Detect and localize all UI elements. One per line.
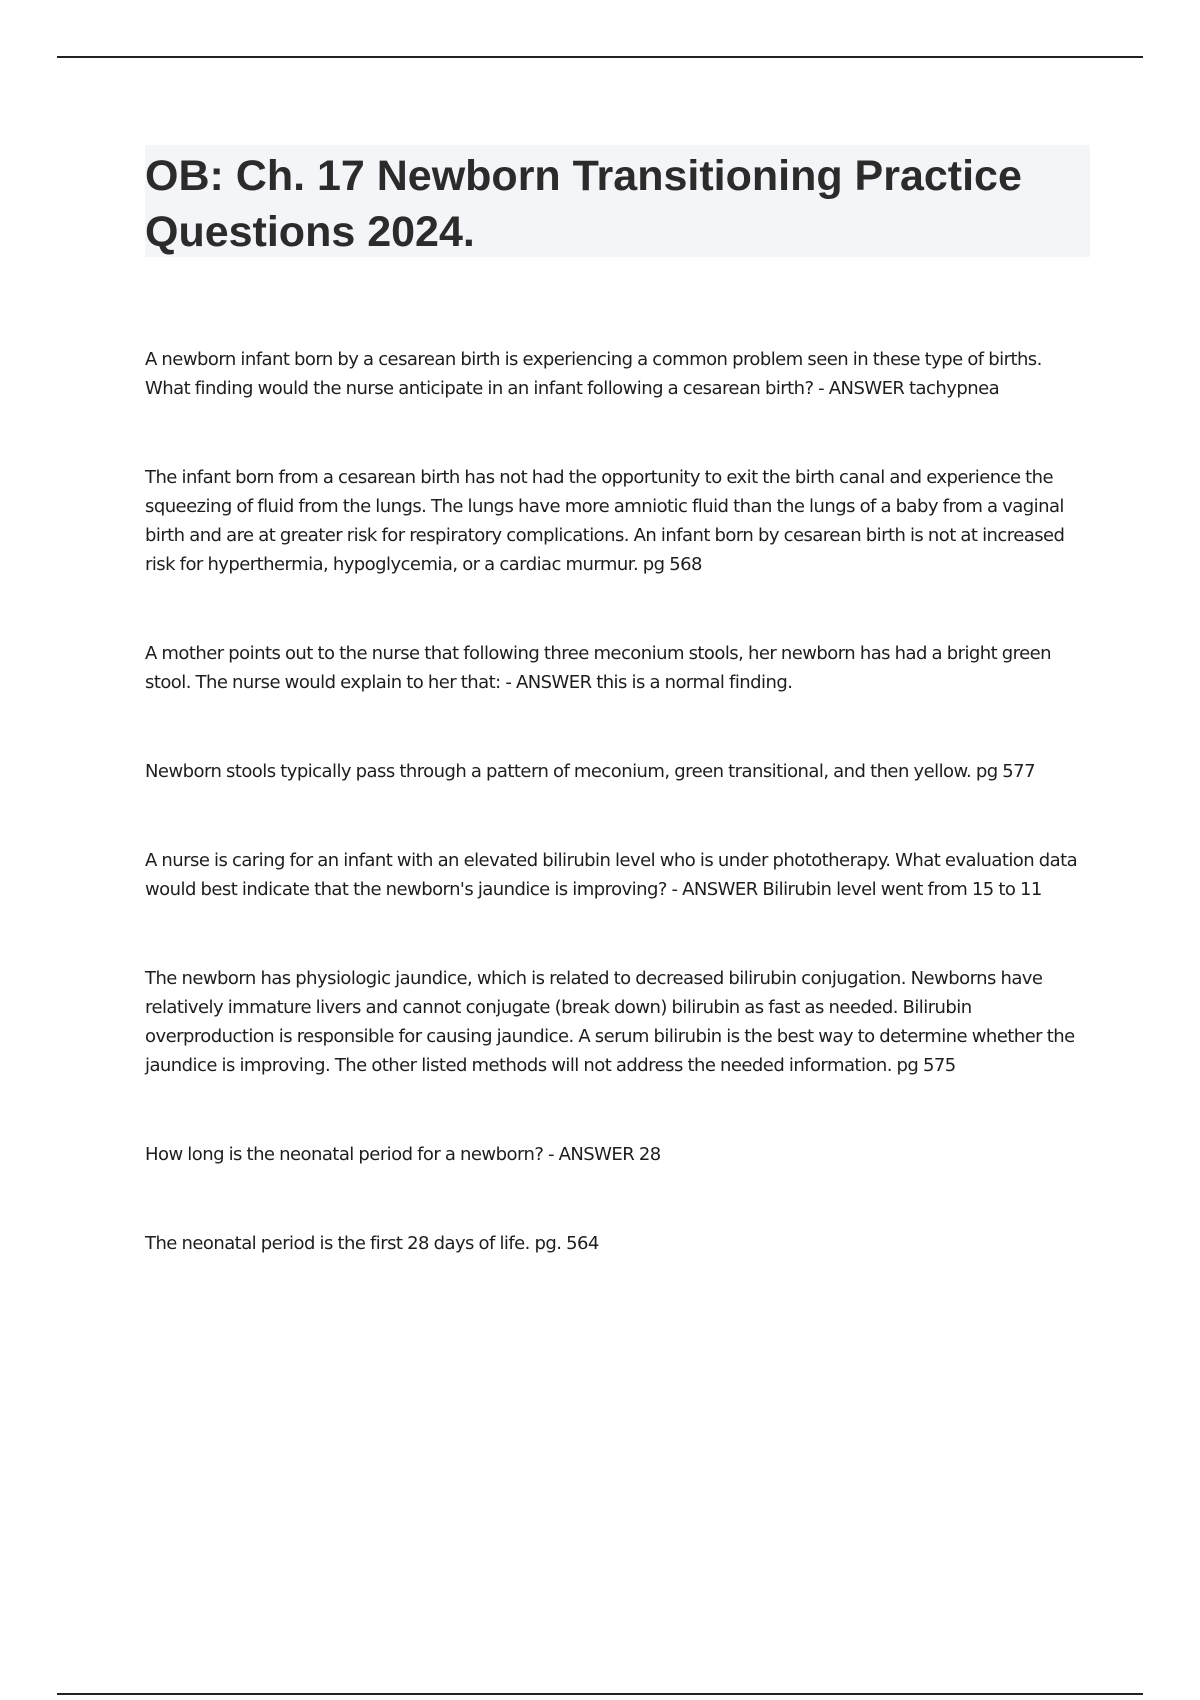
document-title: OB: Ch. 17 Newborn Transitioning Practice Questions 2024. (145, 152, 1022, 256)
question-4: How long is the neonatal period for a newborn? - ANSWER 28 (145, 1144, 661, 1165)
bottom-divider (57, 1693, 1143, 1695)
question-3: A nurse is caring for an infant with an elevated bilirubin level who is under phototherapy. What evaluation data would best indicate that the newborn's jaundice is improving? - ANSWER Bilirubin level went from 15 to 11 (145, 850, 1078, 900)
top-divider (57, 56, 1143, 58)
question-2: A mother points out to the nurse that following three meconium stools, her newborn has had a bright green stool. The nurse would explain to her that: - ANSWER this is a normal finding. (145, 643, 1052, 693)
rationale-1: The infant born from a cesarean birth has not had the opportunity to exit the birth canal and experience the squeezing of fluid from the lungs. The lungs have more amniotic fluid than the lungs of a baby from a vaginal birth and are at greater risk for respiratory complications. An infant born by cesarean birth is not at increased risk for hyperthermia, hypoglycemia, or a cardiac murmur. pg 568 (145, 467, 1065, 575)
rationale-2: Newborn stools typically pass through a pattern of meconium, green transitional, and then yellow. pg 577 (145, 761, 1035, 782)
rationale-3: The newborn has physiologic jaundice, which is related to decreased bilirubin conjugation. Newborns have relatively immature livers and cannot conjugate (break down) bilirubin as fast as needed. Bilirubin overproduction is responsible for causing jaundice. A serum bilirubin is the best way to determine whether the jaundice is improving. The other listed methods will not address the needed information. pg 575 (145, 968, 1075, 1076)
document-body (145, 345, 1090, 1258)
question-1: A newborn infant born by a cesarean birth is experiencing a common problem seen in these type of births. What finding would the nurse anticipate in an infant following a cesarean birth? - ANSWER tachypnea (145, 349, 1042, 399)
rationale-4: The neonatal period is the first 28 days of life. pg. 564 (145, 1233, 599, 1254)
title-block (145, 145, 1090, 257)
